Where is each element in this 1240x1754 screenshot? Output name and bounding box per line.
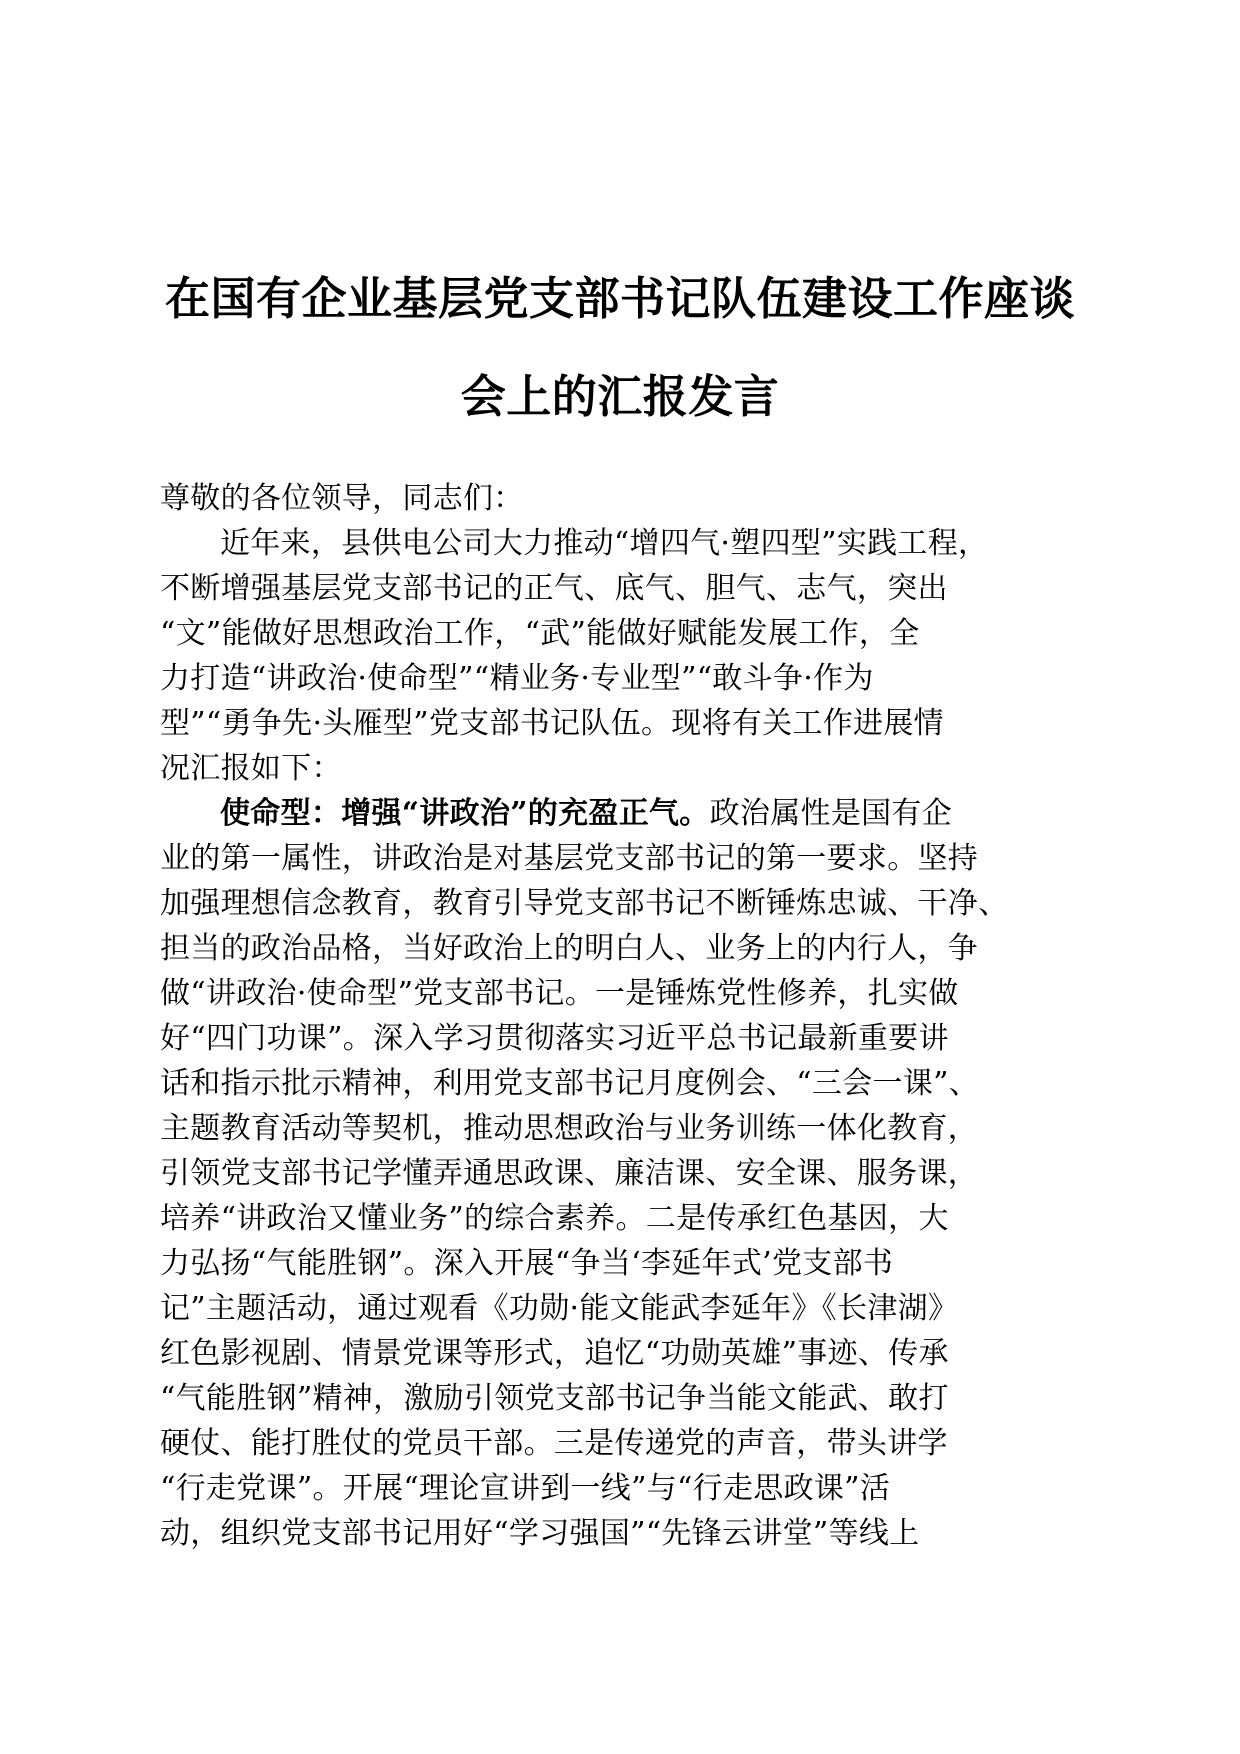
document-body (160, 476, 1080, 1556)
salutation: 尊敬的各位领导，同志们： (160, 481, 524, 516)
paragraph-line: 做“讲政治·使命型”党支部书记。一是锤炼党性修养，扎实做 (160, 976, 959, 1011)
paragraph-line: “气能胜钢”精神，激励引领党支部书记争当能文能武、敢打 (160, 1381, 949, 1416)
title-line: 在国有企业基层党支部书记队伍建设工作座谈 (164, 272, 1075, 325)
paragraph-line: “行走党课”。开展“理论宣讲到一线”与“行走思政课”活 (160, 1471, 891, 1506)
paragraph-line: 主题教育活动等契机，推动思想政治与业务训练一体化教育， (160, 1111, 979, 1146)
paragraph-line: 培养“讲政治又懂业务”的综合素养。二是传承红色基因，大 (160, 1201, 949, 1236)
paragraph-line: 型”“勇争先·头雁型”党支部书记队伍。现将有关工作进展情 (160, 706, 944, 741)
paragraph-line: 好“四门功课”。深入学习贯彻落实习近平总书记最新重要讲 (160, 1021, 949, 1056)
paragraph-line: 引领党支部书记学懂弄通思政课、廉洁课、安全课、服务课， (160, 1156, 979, 1191)
paragraph-line: 力弘扬“气能胜钢”。深入开展“争当‘李延年式’党支部书 (160, 1246, 894, 1281)
paragraph-text: 政治属性是国有企 (709, 796, 953, 831)
paragraph-line: “文”能做好思想政治工作，“武”能做好赋能发展工作，全 (160, 616, 920, 651)
paragraph-line: 动，组织党支部书记用好“学习强国”“先锋云讲堂”等线上 (160, 1516, 920, 1551)
paragraph-line: 业的第一属性，讲政治是对基层党支部书记的第一要求。坚持 (160, 841, 979, 876)
paragraph-line: 近年来，县供电公司大力推动“增四气·塑四型”实践工程， (220, 526, 989, 561)
document-title (150, 250, 1090, 446)
paragraph-line: 硬仗、能打胜仗的党员干部。三是传递党的声音，带头讲学 (160, 1426, 948, 1461)
section-heading: 使命型：增强“讲政治”的充盈正气。 (220, 796, 710, 831)
paragraph-line: 红色影视剧、情景党课等形式，追忆“功勋英雄”事迹、传承 (160, 1336, 949, 1371)
paragraph-line: 加强理想信念教育，教育引导党支部书记不断锤炼忠诚、干净、 (160, 886, 1009, 921)
paragraph-line (160, 791, 1080, 836)
paragraph-line: 力打造“讲政治·使命型”“精业务·专业型”“敢斗争·作为 (160, 661, 874, 696)
paragraph-line: 不断增强基层党支部书记的正气、底气、胆气、志气，突出 (160, 571, 948, 606)
paragraph-line: 担当的政治品格，当好政治上的明白人、业务上的内行人，争 (160, 931, 979, 966)
paragraph-line: 况汇报如下： (160, 751, 342, 786)
paragraph-line: 记”主题活动，通过观看《功勋·能文能武李延年》《长津湖》 (160, 1291, 959, 1326)
title-line: 会上的汇报发言 (460, 370, 780, 423)
paragraph-line: 话和指示批示精神，利用党支部书记月度例会、“三会一课”、 (160, 1066, 980, 1101)
